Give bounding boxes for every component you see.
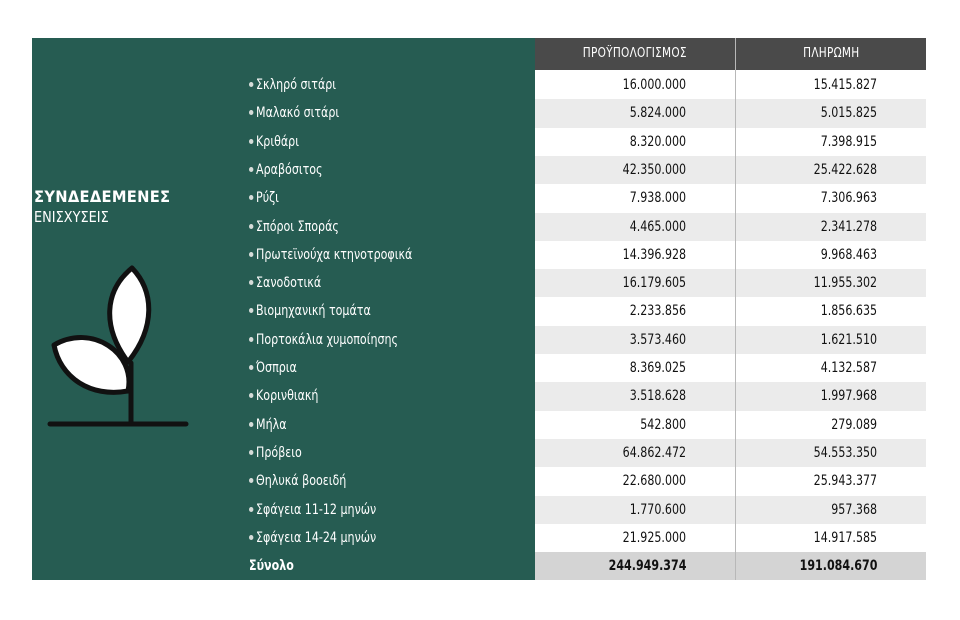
budget-cell bbox=[535, 156, 735, 184]
payment-cell bbox=[736, 411, 926, 439]
row-label-text: Σκληρό σιτάρι bbox=[256, 77, 337, 93]
budget-cell bbox=[535, 524, 735, 552]
row-label bbox=[249, 71, 336, 99]
budget-cell bbox=[535, 71, 735, 99]
payment-value: 15.415.827 bbox=[813, 77, 877, 93]
payment-value: 7.398.915 bbox=[820, 133, 877, 150]
budget-value: 2.233.856 bbox=[629, 303, 686, 320]
section-title bbox=[34, 186, 182, 228]
bullet-icon bbox=[249, 110, 253, 115]
payment-cell bbox=[736, 156, 926, 184]
bullet-icon bbox=[249, 195, 253, 200]
budget-cell bbox=[535, 467, 735, 495]
row-label-text: Μαλακό σιτάρι bbox=[256, 105, 340, 122]
row-label-text: Σφάγεια 14-24 μηνών bbox=[256, 529, 377, 546]
row-label-text: Σανοδοτικά bbox=[256, 275, 322, 292]
budget-value: 5.824.000 bbox=[629, 105, 686, 122]
section-title-bold: ΣΥΝΔΕΔΕΜΕΝΕΣ bbox=[34, 187, 171, 206]
budget-value: 1.770.600 bbox=[629, 501, 686, 518]
budget-value: 3.518.628 bbox=[629, 388, 686, 405]
payment-cell bbox=[736, 297, 926, 325]
row-label bbox=[249, 156, 323, 184]
row-label bbox=[249, 382, 318, 410]
budget-value: 42.350.000 bbox=[622, 161, 686, 178]
budget-value: 8.369.025 bbox=[629, 360, 686, 376]
budget-cell bbox=[535, 128, 735, 156]
budget-cell bbox=[535, 213, 735, 241]
budget-cell bbox=[535, 382, 735, 410]
bullet-icon bbox=[249, 393, 253, 398]
payment-value: 1.856.635 bbox=[820, 303, 877, 320]
bullet-icon bbox=[249, 450, 253, 455]
row-label bbox=[249, 439, 302, 467]
row-label bbox=[249, 354, 297, 382]
row-label bbox=[249, 467, 346, 495]
row-label-text: Πρόβειο bbox=[256, 444, 302, 461]
budget-value: 8.320.000 bbox=[629, 133, 686, 150]
row-label bbox=[249, 297, 371, 325]
plant-sprout-icon bbox=[46, 265, 192, 431]
budget-cell bbox=[535, 269, 735, 297]
budget-value: 7.938.000 bbox=[629, 190, 686, 207]
payment-cell bbox=[736, 99, 926, 127]
payment-value: 4.132.587 bbox=[820, 360, 877, 376]
payment-value: 5.015.825 bbox=[820, 105, 877, 122]
payment-value: 54.553.350 bbox=[813, 444, 877, 461]
bullet-icon bbox=[249, 337, 253, 342]
budget-value: 244.949.374 bbox=[608, 558, 686, 575]
payment-value: 9.968.463 bbox=[820, 246, 877, 263]
bullet-icon bbox=[249, 280, 253, 285]
bullet-icon bbox=[249, 139, 253, 144]
payment-cell bbox=[736, 241, 926, 269]
payment-cell bbox=[736, 552, 926, 580]
row-label bbox=[249, 326, 398, 354]
budget-value: 21.925.000 bbox=[622, 529, 686, 546]
payment-value: 2.341.278 bbox=[820, 218, 877, 235]
bullet-icon bbox=[249, 308, 253, 313]
row-label bbox=[249, 524, 376, 552]
budget-cell bbox=[535, 184, 735, 212]
payment-value: 14.917.585 bbox=[813, 529, 877, 546]
row-label-text: Σφάγεια 11-12 μηνών bbox=[256, 501, 377, 518]
budget-value: 542.800 bbox=[640, 416, 686, 433]
payment-value: 25.943.377 bbox=[813, 473, 877, 490]
payment-cell bbox=[736, 496, 926, 524]
payment-value: 957.368 bbox=[831, 501, 877, 518]
row-label-text: Πρωτεϊνούχα κτηνοτροφικά bbox=[256, 246, 413, 263]
payment-cell bbox=[736, 269, 926, 297]
payment-value: 191.084.670 bbox=[799, 558, 877, 575]
payment-cell bbox=[736, 467, 926, 495]
payment-value: 1.997.968 bbox=[820, 388, 877, 405]
bullet-icon bbox=[249, 224, 253, 229]
row-label bbox=[249, 241, 412, 269]
row-label bbox=[249, 411, 287, 439]
column-divider bbox=[735, 38, 736, 580]
row-label-text: Θηλυκά βοοειδή bbox=[256, 473, 347, 490]
budget-cell bbox=[535, 326, 735, 354]
bullet-icon bbox=[249, 507, 253, 512]
budget-cell bbox=[535, 99, 735, 127]
budget-value: 3.573.460 bbox=[629, 331, 686, 348]
payment-cell bbox=[736, 128, 926, 156]
total-label bbox=[249, 552, 294, 580]
payment-cell bbox=[736, 184, 926, 212]
section-title-regular: ΕΝΙΣΧΥΣΕΙΣ bbox=[34, 208, 109, 226]
payment-cell bbox=[736, 326, 926, 354]
budget-value: 16.000.000 bbox=[622, 77, 686, 93]
payment-cell bbox=[736, 524, 926, 552]
bullet-icon bbox=[249, 535, 253, 540]
budget-cell bbox=[535, 439, 735, 467]
row-label-text: Όσπρια bbox=[256, 360, 297, 376]
budget-value: 14.396.928 bbox=[622, 246, 686, 263]
budget-value: 64.862.472 bbox=[622, 444, 686, 461]
row-label bbox=[249, 496, 376, 524]
budget-value: 16.179.605 bbox=[622, 275, 686, 292]
budget-value: 4.465.000 bbox=[629, 218, 686, 235]
bullet-icon bbox=[249, 82, 253, 87]
row-label bbox=[249, 213, 339, 241]
payment-cell bbox=[736, 213, 926, 241]
row-label bbox=[249, 128, 299, 156]
row-label-text: Βιομηχανική τομάτα bbox=[256, 303, 371, 320]
row-label bbox=[249, 184, 279, 212]
row-label-text: Πορτοκάλια χυμοποίησης bbox=[256, 331, 399, 348]
row-label-text: Σύνολο bbox=[249, 558, 294, 575]
row-label-text: Κριθάρι bbox=[256, 133, 299, 150]
payment-cell bbox=[736, 71, 926, 99]
bullet-icon bbox=[249, 422, 253, 427]
row-label-text: Ρύζι bbox=[256, 190, 279, 207]
bullet-icon bbox=[249, 478, 253, 483]
budget-cell bbox=[535, 411, 735, 439]
row-label-text: Σπόροι Σποράς bbox=[256, 218, 339, 235]
row-label bbox=[249, 269, 321, 297]
payment-cell bbox=[736, 354, 926, 382]
row-label-text: Κορινθιακή bbox=[256, 388, 319, 405]
budget-cell bbox=[535, 496, 735, 524]
bullet-icon bbox=[249, 167, 253, 172]
payment-value: 11.955.302 bbox=[813, 275, 877, 292]
budget-cell bbox=[535, 297, 735, 325]
bullet-icon bbox=[249, 365, 253, 370]
row-label bbox=[249, 99, 339, 127]
budget-cell bbox=[535, 241, 735, 269]
payment-cell bbox=[736, 439, 926, 467]
payment-value: 279.089 bbox=[831, 416, 877, 433]
bullet-icon bbox=[249, 252, 253, 257]
header-payment-label: ΠΛΗΡΩΜΗ bbox=[802, 46, 860, 61]
row-label-text: Μήλα bbox=[256, 416, 287, 433]
budget-cell bbox=[535, 354, 735, 382]
header-budget bbox=[535, 38, 735, 70]
header-payment bbox=[736, 38, 926, 70]
row-label-text: Αραβόσιτος bbox=[256, 161, 323, 178]
payment-value: 25.422.628 bbox=[813, 161, 877, 178]
budget-cell bbox=[535, 552, 735, 580]
header-budget-label: ΠΡΟΫΠΟΛΟΓΙΣΜΟΣ bbox=[582, 46, 688, 61]
payment-value: 7.306.963 bbox=[820, 190, 877, 207]
payment-cell bbox=[736, 382, 926, 410]
payment-value: 1.621.510 bbox=[820, 331, 877, 348]
budget-value: 22.680.000 bbox=[622, 473, 686, 490]
